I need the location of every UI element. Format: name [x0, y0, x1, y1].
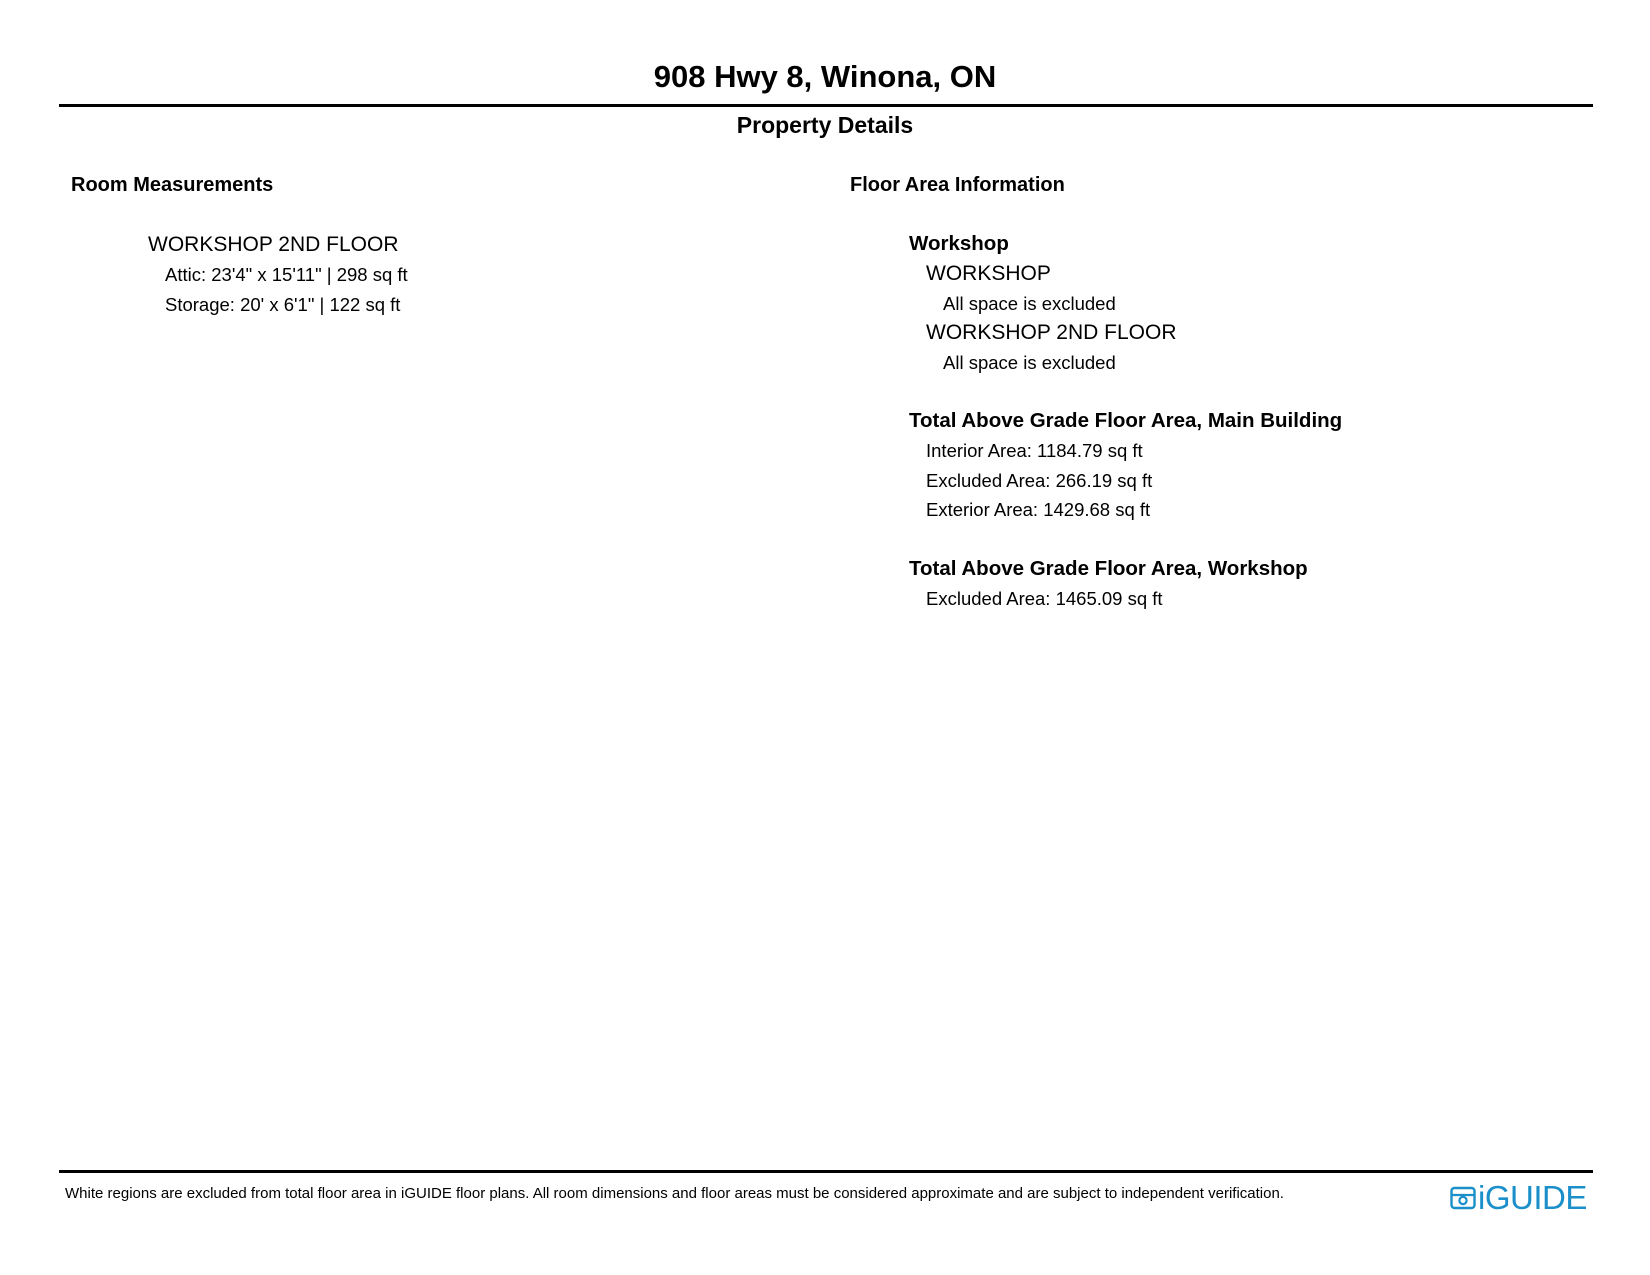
total-area-line: Exterior Area: 1429.68 sq ft	[926, 499, 1151, 520]
floor-name: WORKSHOP	[926, 262, 1051, 285]
room-measurements-heading: Room Measurements	[71, 174, 274, 196]
brand-wordmark: iGUIDE	[1478, 1179, 1587, 1216]
room-measurement-item: Storage: 20' x 6'1" | 122 sq ft	[165, 294, 401, 315]
page-subtitle: Property Details	[736, 112, 914, 138]
footer-disclaimer: White regions are excluded from total floor area in iGUIDE floor plans. All room dimensions and floor areas must be considered approximate and are subject to independent verification.	[65, 1185, 1284, 1202]
total-area-title: Total Above Grade Floor Area, Main Building	[909, 409, 1343, 432]
total-area-title: Total Above Grade Floor Area, Workshop	[909, 557, 1308, 580]
header-divider	[59, 104, 1593, 107]
room-group-name: WORKSHOP 2ND FLOOR	[148, 233, 399, 256]
floor-area-heading: Floor Area Information	[850, 174, 1065, 196]
total-area-line: Excluded Area: 1465.09 sq ft	[926, 588, 1163, 609]
iguide-logo	[1450, 1181, 1587, 1215]
room-measurement-item: Attic: 23'4" x 15'11" | 298 sq ft	[165, 264, 408, 285]
page-title: 908 Hwy 8, Winona, ON	[653, 59, 997, 94]
floor-note: All space is excluded	[943, 293, 1116, 314]
total-area-line: Excluded Area: 266.19 sq ft	[926, 470, 1153, 491]
footer-divider	[59, 1170, 1593, 1173]
total-area-line: Interior Area: 1184.79 sq ft	[926, 440, 1143, 461]
floor-note: All space is excluded	[943, 352, 1116, 373]
building-name: Workshop	[909, 232, 1009, 255]
floor-name: WORKSHOP 2ND FLOOR	[926, 321, 1177, 344]
camera-icon	[1450, 1185, 1476, 1211]
